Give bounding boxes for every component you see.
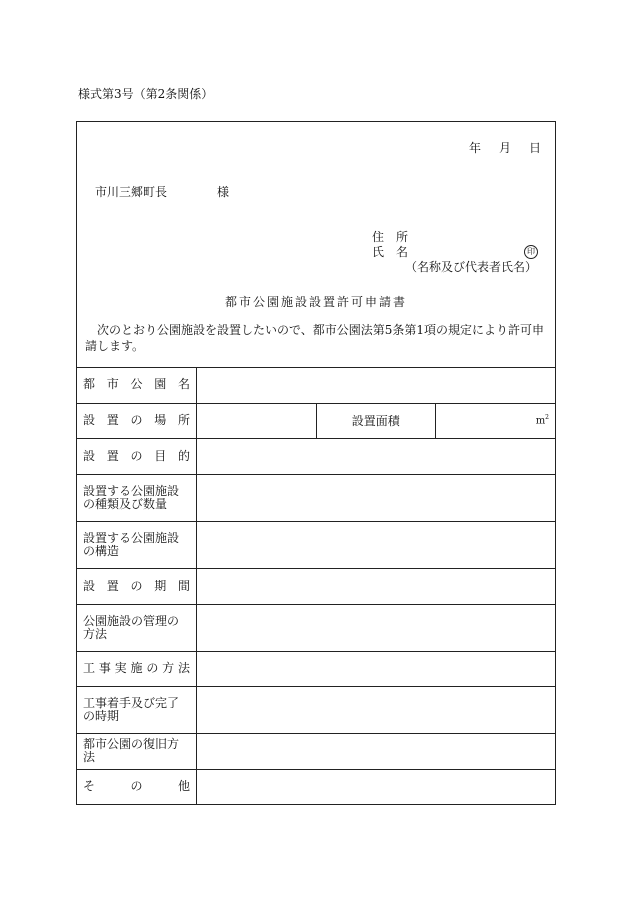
table-row xyxy=(77,733,555,769)
table-row xyxy=(77,604,555,651)
table-row xyxy=(77,521,555,568)
construction-method-field[interactable] xyxy=(197,651,556,686)
row-label-purpose: 設置の目的 xyxy=(77,438,197,474)
date-year[interactable]: 年 xyxy=(468,141,481,155)
document-title: 都市公園施設設置許可申請書 xyxy=(224,295,407,309)
table-row xyxy=(77,367,555,403)
area-unit: m xyxy=(535,415,546,427)
area-field[interactable] xyxy=(436,403,556,438)
row-label-structure: 設置する公園施設の構造 xyxy=(77,521,197,568)
row-label-period: 設置の期間 xyxy=(77,568,197,604)
application-form xyxy=(76,121,556,805)
table-row xyxy=(77,651,555,686)
form-header xyxy=(77,122,555,368)
date-month[interactable]: 月 xyxy=(498,141,511,155)
row-label-restoration: 都市公園の復旧方法 xyxy=(77,733,197,769)
area-label: 設置面積 xyxy=(316,403,436,438)
row-label-facility-type: 設置する公園施設の種類及び数量 xyxy=(77,474,197,521)
date-line xyxy=(469,139,541,156)
park-name-field[interactable] xyxy=(197,367,556,403)
table-row xyxy=(77,568,555,604)
application-statement: 次のとおり公園施設を設置したいので、都市公園法第5条第1項の規定により許可申請します。 xyxy=(85,323,545,353)
row-label-other: その他 xyxy=(77,769,197,804)
other-field[interactable] xyxy=(197,769,556,804)
name-note: （名称及び代表者氏名） xyxy=(405,260,538,274)
structure-field[interactable] xyxy=(197,521,556,568)
location-field[interactable] xyxy=(197,403,317,438)
date-day[interactable]: 日 xyxy=(528,141,541,155)
table-row xyxy=(77,769,555,804)
application-table xyxy=(77,367,555,804)
applicant-block xyxy=(372,230,537,275)
form-number: 様式第3号（第2条関係） xyxy=(78,87,214,101)
table-row xyxy=(77,474,555,521)
restoration-field[interactable] xyxy=(197,733,556,769)
row-label-location: 設置の場所 xyxy=(77,403,197,438)
addressee xyxy=(95,183,229,200)
table-row xyxy=(77,686,555,733)
row-label-management: 公園施設の管理の方法 xyxy=(77,604,197,651)
management-field[interactable] xyxy=(197,604,556,651)
row-label-park-name: 都市公園名 xyxy=(77,367,197,403)
schedule-field[interactable] xyxy=(197,686,556,733)
seal-mark: 印 xyxy=(524,245,538,259)
row-label-schedule: 工事着手及び完了の時期 xyxy=(77,686,197,733)
area-unit-sup: 2 xyxy=(545,414,549,422)
address-label[interactable]: 住 所 xyxy=(372,230,409,244)
addressee-honorific: 様 xyxy=(217,185,230,199)
table-row xyxy=(77,403,555,438)
table-row xyxy=(77,438,555,474)
row-label-construction-method: 工事実施の方法 xyxy=(77,651,197,686)
purpose-field[interactable] xyxy=(197,438,556,474)
facility-type-field[interactable] xyxy=(197,474,556,521)
addressee-name: 市川三郷町長 xyxy=(95,185,168,199)
name-label[interactable]: 氏 名 xyxy=(372,245,409,259)
period-field[interactable] xyxy=(197,568,556,604)
